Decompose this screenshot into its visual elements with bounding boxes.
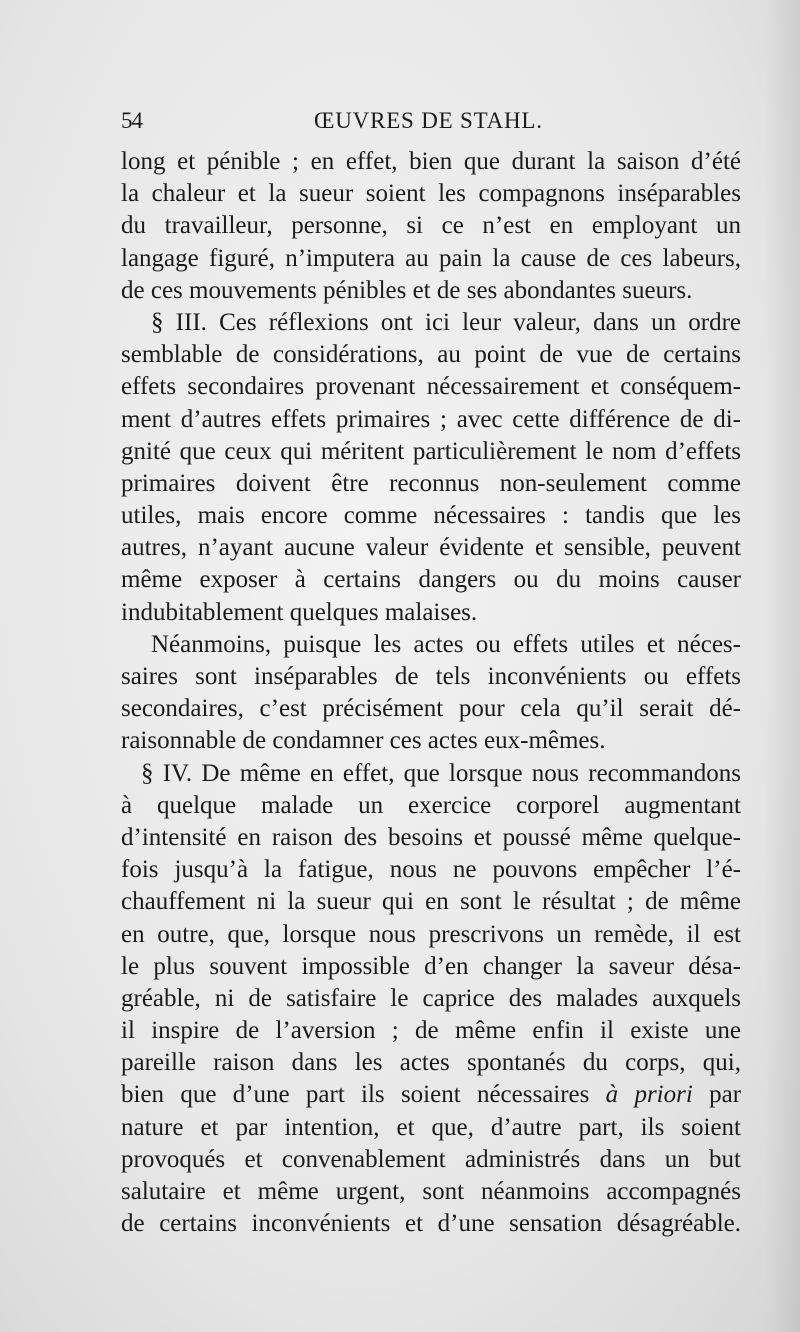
text-line-with-italic xyxy=(121,1079,741,1111)
text-line: chauffement ni la sueur qui en sont le résultat ; de même xyxy=(121,888,741,916)
page-header xyxy=(121,108,641,148)
text-line: secondaires, c’est précisément pour cela qu’il serait dé- xyxy=(121,695,741,723)
text-line: même exposer à certains dangers ou du moins causer xyxy=(121,566,741,594)
text-line: la chaleur et la sueur soient les compagnons inséparables xyxy=(121,180,741,208)
text-line: le plus souvent impossible d’en changer la saveur désa- xyxy=(121,952,741,980)
text-line: en outre, que, lorsque nous prescrivons un remède, il est xyxy=(121,920,741,948)
text-line: long et pénible ; en effet, bien que durant la saison d’été xyxy=(121,148,741,175)
paragraph-start-line: Néanmoins, puisque les actes ou effets utiles et néces- xyxy=(151,630,741,658)
body-text xyxy=(121,146,741,1240)
text-line: de certains inconvénients et d’une sensation désagréable. xyxy=(121,1210,741,1238)
text-line: indubitablement quelques malaises. xyxy=(121,598,478,626)
page-number: 54 xyxy=(121,108,142,133)
text-line: provoqués et convenablement administrés dans un but xyxy=(121,1145,741,1173)
text-line: gréable, ni de satisfaire le caprice des malades auxquels xyxy=(121,984,741,1012)
text-line: fois jusqu’à la fatigue, nous ne pouvons empêcher l’é- xyxy=(121,856,741,884)
text-line: d’intensité en raison des besoins et poussé même quelque- xyxy=(121,823,741,851)
text-line: utiles, mais encore comme nécessaires : tandis que les xyxy=(121,502,741,530)
text-line: gnité que ceux qui méritent particulièrement le nom d’effets xyxy=(121,437,741,465)
section-heading-line: § IV. De même en effet, que lorsque nous recommandons xyxy=(141,759,741,787)
text-segment: bien que d’une part ils soient nécessaires xyxy=(121,1081,590,1109)
text-line: langage figuré, n’imputera au pain la cause de ces labeurs, xyxy=(121,244,741,272)
running-title: ŒUVRES DE STAHL. xyxy=(314,108,543,133)
section-heading-line: § III. Ces réflexions ont ici leur valeur, dans un ordre xyxy=(151,308,741,336)
text-line: de ces mouvements pénibles et de ses abondantes sueurs. xyxy=(121,276,693,304)
text-line: saires sont inséparables de tels inconvénients ou effets xyxy=(121,663,741,690)
text-line: ment d’autres effets primaires ; avec cette différence de di- xyxy=(121,405,741,433)
text-line: semblable de considérations, au point de vue de certains xyxy=(121,341,741,369)
text-line: nature et par intention, et que, d’autre part, ils soient xyxy=(121,1113,741,1141)
italic-phrase: à priori xyxy=(605,1081,693,1109)
text-line: il inspire de l’aversion ; de même enfin il existe une xyxy=(121,1017,741,1045)
text-line: pareille raison dans les actes spontanés du corps, qui, xyxy=(121,1049,741,1077)
text-segment: par xyxy=(709,1081,742,1109)
text-line: effets secondaires provenant nécessairement et conséquem- xyxy=(121,373,741,401)
text-line: du travailleur, personne, si ce n’est en employant un xyxy=(121,212,741,240)
text-line: salutaire et même urgent, sont néanmoins accompagnés xyxy=(121,1178,741,1205)
text-line: primaires doivent être reconnus non-seulement comme xyxy=(121,469,741,497)
text-line: autres, n’ayant aucune valeur évidente et sensible, peuvent xyxy=(121,534,741,562)
text-line: raisonnable de condamner ces actes eux-mêmes. xyxy=(121,727,606,755)
text-line: à quelque malade un exercice corporel augmentant xyxy=(121,791,741,819)
